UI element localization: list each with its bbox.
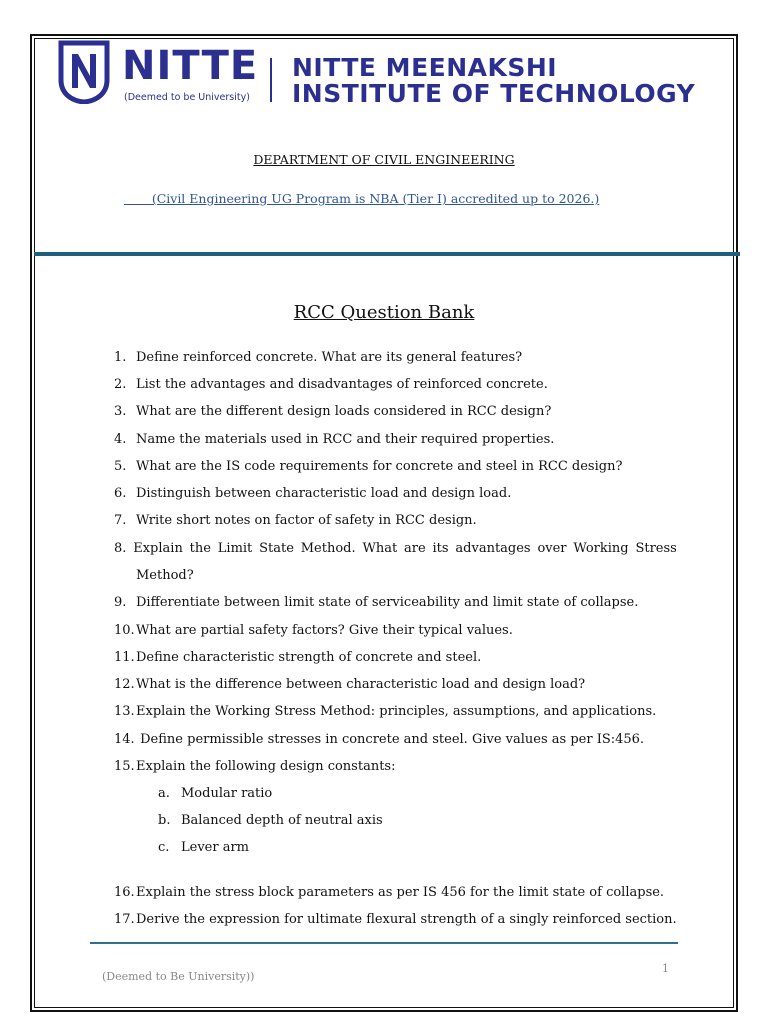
- question-text: Name the materials used in RCC and their required properties.: [136, 432, 555, 447]
- question-item: [114, 539, 677, 583]
- sub-item: [158, 811, 383, 830]
- question-item: [114, 348, 677, 367]
- question-item: [114, 484, 677, 503]
- sub-item: [158, 784, 272, 803]
- question-number: 13.: [114, 704, 135, 719]
- question-number: 2.: [114, 377, 127, 392]
- question-item: [114, 757, 677, 776]
- question-number: 3.: [114, 404, 127, 419]
- question-item: [114, 910, 677, 929]
- question-number: 9.: [114, 595, 127, 610]
- question-item: [114, 730, 677, 749]
- question-item: [114, 675, 677, 694]
- question-text: Define permissible stresses in concrete and steel. Give values as per IS:456.: [136, 732, 645, 747]
- question-number: 8.: [114, 541, 127, 556]
- question-text: Distinguish between characteristic load and design load.: [136, 486, 512, 501]
- sub-item-letter: b.: [158, 813, 171, 828]
- question-text: Write short notes on factor of safety in RCC design.: [136, 513, 477, 528]
- question-number: 7.: [114, 513, 127, 528]
- sub-item-text: Balanced depth of neutral axis: [181, 813, 383, 828]
- question-word: What: [362, 541, 398, 556]
- question-word: State: [259, 541, 294, 556]
- question-number: 12.: [114, 677, 135, 692]
- question-item: [114, 648, 677, 667]
- question-number: 17.: [114, 912, 135, 927]
- question-number: 10.: [114, 623, 135, 638]
- question-number: 16.: [114, 885, 135, 900]
- sub-item-text: Lever arm: [181, 840, 250, 855]
- question-item: [114, 457, 677, 476]
- question-word: over: [537, 541, 567, 556]
- header-divider: [34, 252, 740, 256]
- question-item: [114, 375, 677, 394]
- question-text: What are the IS code requirements for concrete and steel in RCC design?: [136, 459, 623, 474]
- question-number: 1.: [114, 350, 127, 365]
- question-word: Stress: [635, 541, 677, 556]
- question-word: are: [404, 541, 426, 556]
- question-word: Limit: [217, 541, 253, 556]
- institute-logo: [58, 40, 718, 106]
- question-text: Derive the expression for ultimate flexural strength of a singly reinforced section.: [136, 912, 677, 927]
- question-word: Method.: [300, 541, 356, 556]
- institute-name-line1: NITTE MEENAKSHI: [292, 53, 558, 82]
- question-number: 15.: [114, 759, 135, 774]
- question-item: [114, 621, 677, 640]
- question-line: [114, 539, 677, 558]
- logo-separator: [270, 58, 272, 102]
- accreditation-link[interactable]: (Civil Engineering UG Program is NBA (Tier I) accredited up to 2026.): [124, 191, 600, 206]
- question-text: List the advantages and disadvantages of reinforced concrete.: [136, 377, 548, 392]
- question-text: Explain the Working Stress Method: principles, assumptions, and applications.: [136, 704, 657, 719]
- question-number: 11.: [114, 650, 135, 665]
- question-text-continued: Method?: [136, 568, 194, 583]
- sub-item-letter: c.: [158, 840, 170, 855]
- footer-divider: [90, 942, 678, 944]
- question-item: [114, 593, 677, 612]
- logo-brand-text: NITTE: [122, 43, 259, 89]
- sub-item-text: Modular ratio: [181, 786, 273, 801]
- question-text: Explain the stress block parameters as per IS 456 for the limit state of collapse.: [136, 885, 665, 900]
- document-title: RCC Question Bank: [293, 302, 475, 323]
- sub-item-letter: a.: [158, 786, 170, 801]
- institute-name-line2: INSTITUTE OF TECHNOLOGY: [292, 79, 696, 108]
- question-text: Define reinforced concrete. What are its general features?: [136, 350, 523, 365]
- question-item: [114, 702, 677, 721]
- question-number: 4.: [114, 432, 127, 447]
- question-word: advantages: [455, 541, 531, 556]
- question-word: its: [432, 541, 449, 556]
- sub-item: [158, 838, 249, 857]
- nitte-shield-icon: [58, 40, 110, 104]
- page-number: 1: [662, 962, 669, 975]
- footer-text: (Deemed to Be University)): [102, 970, 255, 983]
- question-text: What are partial safety factors? Give their typical values.: [136, 623, 513, 638]
- question-text: What are the different design loads considered in RCC design?: [136, 404, 552, 419]
- question-item: [114, 430, 677, 449]
- logo-deemed-text: (Deemed to be University): [124, 92, 250, 103]
- department-heading: DEPARTMENT OF CIVIL ENGINEERING: [253, 152, 515, 167]
- question-text: Explain the following design constants:: [136, 759, 396, 774]
- question-text: What is the difference between characteristic load and design load?: [136, 677, 586, 692]
- question-text: Define characteristic strength of concrete and steel.: [136, 650, 482, 665]
- question-item: [114, 402, 677, 421]
- question-number: 6.: [114, 486, 127, 501]
- question-word: Explain: [133, 541, 183, 556]
- question-word: the: [189, 541, 211, 556]
- question-item: [114, 883, 677, 902]
- question-number: 14.: [114, 732, 135, 747]
- question-item: [114, 511, 677, 530]
- question-word: Working: [573, 541, 629, 556]
- question-text: Differentiate between limit state of serviceability and limit state of collapse.: [136, 595, 639, 610]
- question-number: 5.: [114, 459, 127, 474]
